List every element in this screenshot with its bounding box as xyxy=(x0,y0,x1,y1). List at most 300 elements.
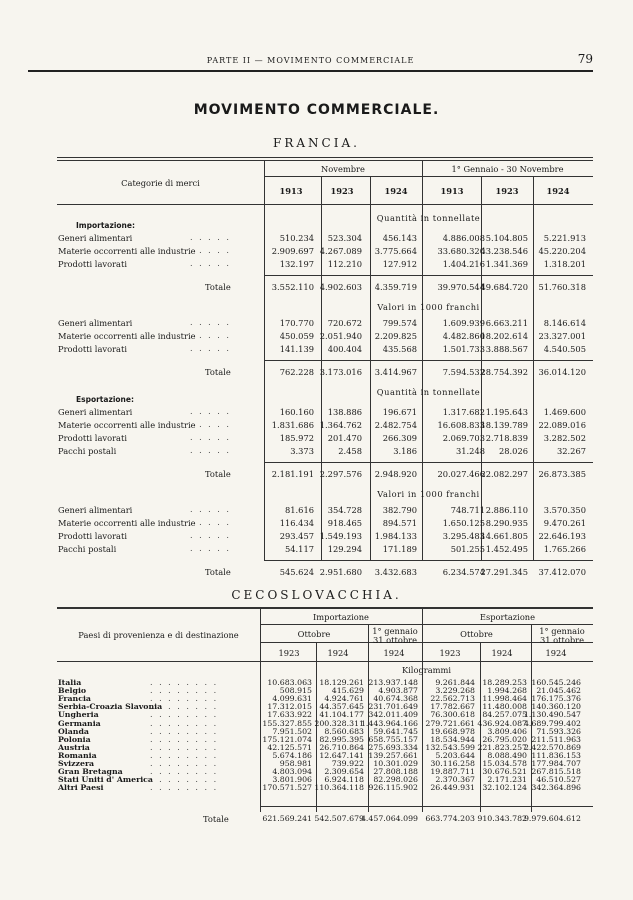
cell-value: 44.357.645 xyxy=(319,702,364,712)
group-import: Importazione xyxy=(313,612,369,622)
row-label: Olanda xyxy=(58,726,89,736)
cell-value: 5.221.913 xyxy=(543,233,586,243)
total-value: 49.684.720 xyxy=(480,282,528,292)
cell-value: 2.370.367 xyxy=(435,775,475,785)
cell-value: 8.560.683 xyxy=(324,726,364,736)
cell-value: 28.026 xyxy=(498,446,528,456)
cell-value: 658.755.157 xyxy=(368,734,418,744)
cell-value: 3.801.906 xyxy=(272,775,312,785)
period-import-1: 1° gennaio xyxy=(372,626,418,636)
cell-value: 1.501.733 xyxy=(442,344,485,354)
cell-value: 132.197 xyxy=(279,259,314,269)
cell-value: 16.608.833 xyxy=(437,420,485,430)
total-value: 2.951.680 xyxy=(319,567,362,577)
leader-dots: . . . . . xyxy=(190,531,231,540)
cell-value: 4.540.505 xyxy=(543,344,586,354)
total-rule xyxy=(264,360,593,361)
total-value: 621.569.241 xyxy=(262,814,312,823)
cell-value: 201.470 xyxy=(327,433,362,443)
cell-value: 30.676.521 xyxy=(482,767,527,777)
cell-value: 42.125.571 xyxy=(267,742,312,752)
cell-value: 170.770 xyxy=(279,318,314,328)
cell-value: 4.903.877 xyxy=(378,686,418,696)
total-value: 663.774.203 xyxy=(425,814,475,823)
leader-dots: . . . . . xyxy=(190,505,231,514)
cell-value: 11.480.008 xyxy=(482,702,527,712)
leader-dots: . . . . . xyxy=(190,233,231,242)
paesi-header: Paesi di provenienza e di destinazione xyxy=(78,630,239,640)
section-heading: Importazione: xyxy=(76,221,135,230)
cell-value: 293.457 xyxy=(279,531,314,541)
cell-value: 4.689.799.402 xyxy=(523,718,581,728)
row-label: Materie occorrenti alle industrie xyxy=(58,246,196,256)
cell-value: 508.915 xyxy=(279,686,312,696)
cell-value: 354.728 xyxy=(327,505,362,515)
total-value: 2.181.191 xyxy=(271,469,314,479)
section-heading: Esportazione: xyxy=(76,395,134,404)
period-export-2: 31 ottobre xyxy=(539,635,585,645)
cell-value: 21.045.462 xyxy=(536,686,581,696)
cell-value: 5.203.644 xyxy=(435,750,475,760)
leader-dots: . . . . . xyxy=(190,446,231,455)
row-label: Germania xyxy=(58,718,101,728)
leader-dots: . . . . . xyxy=(190,407,231,416)
cell-value: 4.267.089 xyxy=(319,246,362,256)
cell-value: 4.099.631 xyxy=(272,694,312,704)
year-header: 1924 xyxy=(491,648,513,658)
cell-value: 176.175.376 xyxy=(531,694,581,704)
cell-value: 18.289.253 xyxy=(482,678,527,687)
cell-value: 18.202.614 xyxy=(480,331,528,341)
cell-value: 32.267 xyxy=(556,446,586,456)
head-rule-mid xyxy=(264,176,593,177)
leader-dots: . . . . . . . . xyxy=(150,759,219,768)
cell-value: 200.328.311 xyxy=(314,718,364,728)
section-subheading: Valori in 1000 franchi xyxy=(377,489,480,499)
total-rule xyxy=(264,275,593,276)
cell-value: 1.609.939 xyxy=(442,318,485,328)
cell-value: 1.994.268 xyxy=(487,686,527,696)
leader-dots: . . . . . . . . xyxy=(150,734,219,744)
cell-value: 1.341.369 xyxy=(485,259,528,269)
year-header: 1923 xyxy=(278,648,300,658)
cell-value: 27.808.188 xyxy=(373,767,418,777)
cell-value: 275.693.334 xyxy=(368,742,418,752)
row-label: Generi alimentari xyxy=(58,233,133,243)
row-label: Stati Uniti d' America xyxy=(58,775,153,785)
total-value: 28.754.392 xyxy=(480,367,528,377)
total-label: Totale xyxy=(205,367,231,377)
cell-value: 523.304 xyxy=(327,233,362,243)
row-label: Prodotti lavorati xyxy=(58,433,127,443)
total-value: 4.457.064.099 xyxy=(360,814,418,823)
cell-value: 267.815.518 xyxy=(531,767,581,777)
row-label: Altri Paesi xyxy=(58,783,104,793)
total-label: Totale xyxy=(205,567,231,577)
row-label: Materie occorrenti alle industrie xyxy=(58,331,196,341)
cell-value: 82.298.026 xyxy=(373,775,418,785)
leader-dots: . . . . . . . . xyxy=(150,767,219,777)
cell-value: 31.248 xyxy=(455,446,485,456)
total-rule xyxy=(264,560,593,561)
year-header: 1923 xyxy=(495,186,519,196)
running-title: PARTE II — MOVIMENTO COMMERCIALE xyxy=(206,56,415,65)
cell-value: 8.290.935 xyxy=(485,518,528,528)
cell-value: 3.373 xyxy=(290,446,314,456)
leader-dots: . . . . . xyxy=(190,518,231,527)
year-header: 1913 xyxy=(440,186,464,196)
page-header xyxy=(28,54,593,72)
cell-value: 3.775.664 xyxy=(374,246,417,256)
row-label: Francia xyxy=(58,694,91,704)
year-header: 1924 xyxy=(327,648,349,658)
cell-value: 17.312.015 xyxy=(267,702,312,712)
total-value: 51.760.318 xyxy=(538,282,586,292)
cell-value: 112.210 xyxy=(327,259,362,269)
cell-value: 450.059 xyxy=(279,331,314,341)
cell-value: 211.511.963 xyxy=(531,734,581,744)
cell-value: 6.924.118 xyxy=(324,775,364,785)
cell-value: 231.701.649 xyxy=(368,702,418,712)
cell-value: 23.327.001 xyxy=(538,331,586,341)
total-label: Totale xyxy=(203,814,229,824)
head-rule-bottom xyxy=(57,204,593,205)
cell-value: 139.257.661 xyxy=(368,750,418,760)
total-rule xyxy=(264,462,593,463)
total-value: 9.979.604.612 xyxy=(523,814,581,823)
row-label: Prodotti lavorati xyxy=(58,531,127,541)
cell-value: 81.616 xyxy=(284,505,314,515)
category-header: Categorie di merci xyxy=(121,178,200,188)
cell-value: 46.510.527 xyxy=(536,775,581,785)
leader-dots: . . . . . xyxy=(190,344,231,353)
total-value: 36.014.120 xyxy=(538,367,586,377)
cell-value: 3.809.406 xyxy=(487,726,527,736)
cell-value: 4.482.860 xyxy=(442,331,485,341)
total-label: Totale xyxy=(205,282,231,292)
cell-value: 22.089.016 xyxy=(538,420,586,430)
cell-value: 2.051.940 xyxy=(319,331,362,341)
cell-value: 1.130.490.547 xyxy=(523,710,581,720)
cell-value: 510.234 xyxy=(279,233,314,243)
cell-value: 1.984.133 xyxy=(374,531,417,541)
cell-value: 501.255 xyxy=(450,544,485,554)
group-novembre: Novembre xyxy=(321,164,365,174)
period-export-1: 1° gennaio xyxy=(539,626,585,636)
row-label: Pacchi postali xyxy=(58,446,117,456)
total-value: 545.624 xyxy=(279,567,314,577)
cell-value: 9.470.261 xyxy=(543,518,586,528)
year-header: 1923 xyxy=(330,186,354,196)
leader-dots: . . . . . xyxy=(190,331,231,340)
cell-value: 8.146.614 xyxy=(543,318,586,328)
page-number: 79 xyxy=(577,52,593,66)
cell-value: 19.887.711 xyxy=(430,767,475,777)
leader-dots: . . . . . xyxy=(190,318,231,327)
cell-value: 160.160 xyxy=(279,407,314,417)
cell-value: 71.593.326 xyxy=(536,726,581,736)
cell-value: 213.937.148 xyxy=(368,678,418,687)
cell-value: 26.710.864 xyxy=(319,742,364,752)
cecoslovacchia-title: CECOSLOVACCHIA. xyxy=(231,588,402,602)
row-label: Romania xyxy=(58,750,97,760)
row-label: Generi alimentari xyxy=(58,318,133,328)
leader-dots: . . . . . . . . xyxy=(150,678,219,687)
cell-value: 3.295.483 xyxy=(442,531,485,541)
cell-value: 196.671 xyxy=(382,407,417,417)
cell-value: 3.229.268 xyxy=(435,686,475,696)
total-value: 2.297.576 xyxy=(319,469,362,479)
cell-value: 3.570.350 xyxy=(543,505,586,515)
total-value: 3.414.967 xyxy=(374,367,417,377)
year-header: 1913 xyxy=(279,186,303,196)
row-label: Generi alimentari xyxy=(58,407,133,417)
cell-value: 18.534.944 xyxy=(430,734,475,744)
row-label: Generi alimentari xyxy=(58,505,133,515)
cell-value: 18.139.789 xyxy=(480,420,528,430)
cell-value: 1.831.686 xyxy=(271,420,314,430)
total-value: 3.432.683 xyxy=(374,567,417,577)
cell-value: 8.088.490 xyxy=(487,750,527,760)
cell-value: 9.261.844 xyxy=(435,678,475,687)
month-import: Ottobre xyxy=(297,629,331,639)
leader-dots: . . . . . xyxy=(190,433,231,442)
cell-value: 918.465 xyxy=(327,518,362,528)
cell-value: 1.318.201 xyxy=(543,259,586,269)
cell-value: 2.458 xyxy=(338,446,362,456)
cell-value: 4.803.094 xyxy=(272,767,312,777)
row-label: Prodotti lavorati xyxy=(58,259,127,269)
cell-value: 6.663.211 xyxy=(485,318,528,328)
total-value: 39.970.544 xyxy=(437,282,485,292)
cell-value: 266.309 xyxy=(382,433,417,443)
cell-value: 129.294 xyxy=(327,544,362,554)
total-value: 4.902.603 xyxy=(319,282,362,292)
leader-dots: . . . . . . . . xyxy=(150,710,219,720)
row-label: Austria xyxy=(58,742,90,752)
cell-value: 11.998.464 xyxy=(482,694,527,704)
cell-value: 342.364.896 xyxy=(531,783,581,793)
cell-value: 748.711 xyxy=(450,505,485,515)
cell-value: 2.069.703 xyxy=(442,433,485,443)
head-rule-1 xyxy=(57,160,593,161)
leader-dots: . . . . . . . . xyxy=(150,686,219,696)
cell-value: 116.434 xyxy=(279,518,314,528)
top-rule xyxy=(57,157,593,158)
cell-value: 14.661.805 xyxy=(480,531,528,541)
cell-value: 160.545.246 xyxy=(531,678,581,687)
cell-value: 2.482.754 xyxy=(374,420,417,430)
leader-dots: . . . . . . . . xyxy=(150,694,219,704)
total-label: Totale xyxy=(205,469,231,479)
row-label: Gran Bretagna xyxy=(58,767,123,777)
cell-value: 43.238.546 xyxy=(480,246,528,256)
cell-value: 175.121.074 xyxy=(262,734,312,744)
cell-value: 739.922 xyxy=(331,759,364,768)
leader-dots: . . . . . xyxy=(190,420,231,429)
cell-value: 40.674.368 xyxy=(373,694,418,704)
cell-value: 84.257.075 xyxy=(482,710,527,720)
total-value: 6.234.574 xyxy=(442,567,485,577)
section-subheading: Valori in 1000 franchi xyxy=(377,302,480,312)
cell-value: 382.790 xyxy=(382,505,417,515)
total-value: 27.291.345 xyxy=(480,567,528,577)
total-value: 3.552.110 xyxy=(271,282,314,292)
total-value: 20.027.466 xyxy=(437,469,485,479)
month-export: Ottobre xyxy=(460,629,493,639)
page-title: MOVIMENTO COMMERCIALE. xyxy=(193,102,440,118)
leader-dots: . . . . . . . . xyxy=(150,702,219,712)
cell-value: 279.721.661 xyxy=(425,718,475,728)
cell-value: 4.886.008 xyxy=(442,233,485,243)
total-rule xyxy=(260,806,593,807)
cell-value: 415.629 xyxy=(331,686,364,696)
cell-value: 127.912 xyxy=(382,259,417,269)
francia-title: FRANCIA. xyxy=(273,136,360,150)
row-label: Ungheria xyxy=(58,710,99,720)
cell-value: 15.034.578 xyxy=(482,759,527,768)
leader-dots: . . . . . xyxy=(190,544,231,553)
row-label: Polonia xyxy=(58,734,91,744)
cell-value: 2.422.570.869 xyxy=(523,742,581,752)
cell-value: 155.327.855 xyxy=(262,718,312,728)
cell-value: 30.116.258 xyxy=(430,759,475,768)
cell-value: 2.909.697 xyxy=(271,246,314,256)
cell-value: 2.209.825 xyxy=(374,331,417,341)
total-value: 542.507.679 xyxy=(314,814,364,823)
cell-value: 720.672 xyxy=(327,318,362,328)
period-import-2: 31 ottobre xyxy=(372,635,418,645)
cell-value: 2.886.110 xyxy=(485,505,528,515)
leader-dots: . . . . . . . . xyxy=(150,718,219,728)
leader-dots: . . . . . . . . xyxy=(150,775,219,785)
cell-value: 2.171.231 xyxy=(487,775,527,785)
cell-value: 3.282.502 xyxy=(543,433,586,443)
cell-value: 926.115.902 xyxy=(368,783,418,793)
cell-value: 1.765.266 xyxy=(543,544,586,554)
total-value: 2.948.920 xyxy=(374,469,417,479)
year-header: 1924 xyxy=(383,648,405,658)
cell-value: 342.011.409 xyxy=(368,710,418,720)
row-label: Pacchi postali xyxy=(58,544,117,554)
year-header: 1924 xyxy=(384,186,408,196)
cell-value: 76.300.618 xyxy=(430,710,475,720)
year-header: 1924 xyxy=(546,186,570,196)
cell-value: 41.104.177 xyxy=(319,710,364,720)
row-label: Prodotti lavorati xyxy=(58,344,127,354)
leader-dots: . . . . . . . . xyxy=(150,783,219,793)
leader-dots: . . . . . . . . xyxy=(150,726,219,736)
total-value: 26.873.385 xyxy=(538,469,586,479)
leader-dots: . . . . . xyxy=(190,259,231,268)
cell-value: 12.647.141 xyxy=(319,750,364,760)
total-value: 22.082.297 xyxy=(480,469,528,479)
cell-value: 138.886 xyxy=(327,407,362,417)
cell-value: 18.129.261 xyxy=(319,678,364,687)
top-rule xyxy=(57,607,593,609)
cell-value: 185.972 xyxy=(279,433,314,443)
cell-value: 10.683.063 xyxy=(267,678,312,687)
cell-value: 456.143 xyxy=(382,233,417,243)
cell-value: 171.189 xyxy=(382,544,417,554)
year-header: 1924 xyxy=(545,648,567,658)
cell-value: 82.995.395 xyxy=(319,734,364,744)
cell-value: 141.139 xyxy=(279,344,314,354)
cell-value: 435.568 xyxy=(382,344,417,354)
cell-value: 1.549.193 xyxy=(319,531,362,541)
cell-value: 221.823.257 xyxy=(477,742,527,752)
cell-value: 111.836.153 xyxy=(531,750,581,760)
total-value: 762.228 xyxy=(279,367,314,377)
cell-value: 26.795.020 xyxy=(482,734,527,744)
group-period: 1° Gennaio - 30 Novembre xyxy=(451,164,564,174)
cell-value: 7.951.502 xyxy=(272,726,312,736)
cell-value: 1.195.643 xyxy=(485,407,528,417)
cell-value: 32.102.124 xyxy=(482,783,527,793)
cell-value: 1.364.762 xyxy=(319,420,362,430)
unit-label: Kilogrammi xyxy=(401,665,452,675)
cell-value: 54.117 xyxy=(284,544,314,554)
cell-value: 132.543.599 xyxy=(425,742,475,752)
total-value: 4.359.719 xyxy=(374,282,417,292)
cell-value: 170.571.527 xyxy=(262,783,312,793)
cell-value: 17.782.667 xyxy=(430,702,475,712)
cell-value: 436.924.087 xyxy=(477,718,527,728)
cell-value: 26.449.931 xyxy=(430,783,475,793)
cell-value: 400.404 xyxy=(327,344,362,354)
row-label: Svizzera xyxy=(58,759,95,768)
cell-value: 1.469.600 xyxy=(543,407,586,417)
total-value: 7.594.532 xyxy=(442,367,485,377)
cell-value: 10.301.029 xyxy=(373,759,418,768)
section-subheading: Quantità in tonnellate xyxy=(376,387,481,397)
cell-value: 17.633.922 xyxy=(267,710,312,720)
head-rule-bottom xyxy=(57,661,593,662)
head-rule-group xyxy=(260,624,593,625)
row-label: Serbia-Croazia Slavonia xyxy=(58,702,163,712)
cell-value: 22.562.713 xyxy=(430,694,475,704)
cell-value: 958.981 xyxy=(279,759,312,768)
cell-value: 19.668.978 xyxy=(430,726,475,736)
cell-value: 2.718.839 xyxy=(485,433,528,443)
cell-value: 2.309.654 xyxy=(324,767,364,777)
section-subheading: Quantità in tonnellate xyxy=(376,213,481,223)
cell-value: 177.984.707 xyxy=(531,759,581,768)
row-label: Materie occorrenti alle industrie xyxy=(58,420,196,430)
cell-value: 3.186 xyxy=(393,446,417,456)
cell-value: 1.404.216 xyxy=(442,259,485,269)
cell-value: 3.888.567 xyxy=(485,344,528,354)
total-value: 3.173.016 xyxy=(319,367,362,377)
leader-dots: . . . . . . . . xyxy=(150,742,219,752)
row-label: Belgio xyxy=(58,686,87,696)
cell-value: 59.641.745 xyxy=(373,726,418,736)
cell-value: 1.650.125 xyxy=(442,518,485,528)
cell-value: 5.674.186 xyxy=(272,750,312,760)
cell-value: 4.924.761 xyxy=(324,694,364,704)
cell-value: 799.574 xyxy=(382,318,417,328)
cell-value: 1.452.495 xyxy=(485,544,528,554)
cell-value: 5.104.805 xyxy=(485,233,528,243)
year-header: 1923 xyxy=(439,648,461,658)
group-export: Esportazione xyxy=(479,612,536,622)
cell-value: 1.443.964.166 xyxy=(360,718,418,728)
cell-value: 110.364.118 xyxy=(314,783,364,793)
cell-value: 1.317.682 xyxy=(442,407,485,417)
cell-value: 140.360.120 xyxy=(531,702,581,712)
leader-dots: . . . . . . . . xyxy=(150,750,219,760)
leader-dots: . . . . . xyxy=(190,246,231,255)
